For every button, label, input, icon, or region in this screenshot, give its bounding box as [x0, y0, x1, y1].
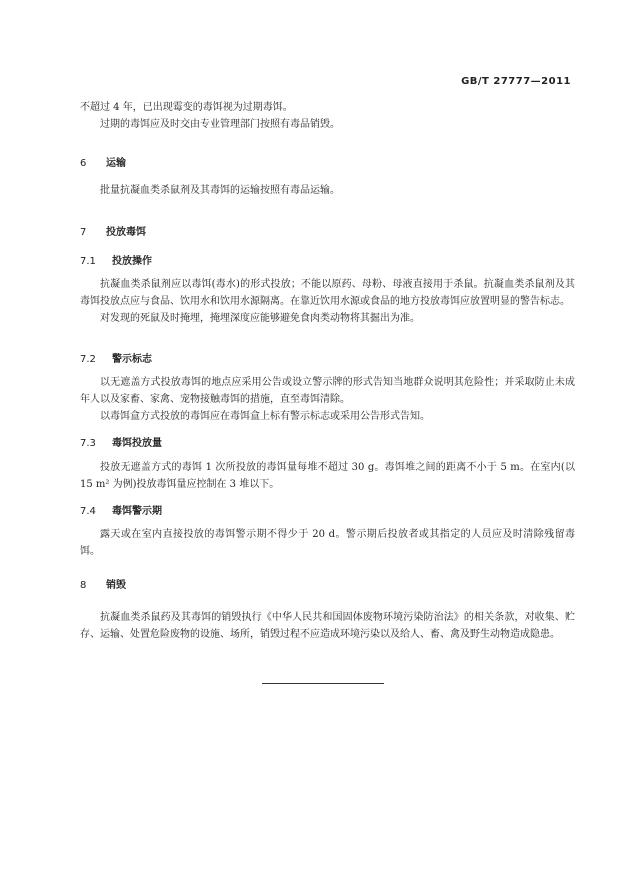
section-number: 7.2 [80, 354, 96, 365]
section-title: 运输 [106, 158, 126, 169]
section-number: 7 [80, 227, 87, 238]
paragraph: 以无遮盖方式投放毒饵的地点应采用公告或设立警示牌的形式告知当地群众说明其危险性；并采取防止未成年人以及家畜、家禽、宠物接触毒饵的措施，直至毒饵清除。 [80, 377, 575, 405]
section-number: 7.1 [80, 256, 96, 267]
paragraph: 抗凝血类杀鼠剂应以毒饵(毒水)的形式投放；不能以原药、母粉、母液直接用于杀鼠。抗凝血类杀鼠剂及其毒饵投放点应与食品、饮用水和饮用水源隔离。在靠近饮用水源或食品的地方投放毒饵应放置明显的警告标志。 [80, 279, 575, 307]
section-title: 投放毒饵 [106, 227, 146, 238]
paragraph: 露天或在室内直接投放的毒饵警示期不得少于 20 d。警示期后投放者或其指定的人员应及时清除残留毒饵。 [80, 529, 575, 557]
section-8-body [80, 609, 575, 643]
section-7-4-body [80, 526, 575, 560]
section-6-body [80, 182, 575, 199]
paragraph: 批量抗凝血类杀鼠剂及其毒饵的运输按照有毒品运输。 [100, 185, 340, 196]
section-7-4-heading [80, 502, 162, 517]
continued-text [80, 99, 575, 133]
section-title: 警示标志 [112, 354, 152, 365]
paragraph: 抗凝血类杀鼠药及其毒饵的销毁执行《中华人民共和国固体废物环境污染防治法》的相关条款，对收集、贮存、运输、处置危险废物的设施、场所，销毁过程不应造成环境污染以及给人、畜、禽及野生动物造成隐患。 [80, 612, 575, 640]
section-7-3-heading [80, 434, 162, 449]
paragraph: 不超过 4 年，已出现霉变的毒饵视为过期毒饵。 [80, 102, 293, 113]
paragraph: 以毒饵盒方式投放的毒饵应在毒饵盒上标有警示标志或采用公告形式告知。 [100, 411, 430, 422]
paragraph: 投放无遮盖方式的毒饵 1 次所投放的毒饵量每堆不超过 30 g。毒饵堆之间的距离不小于 5 m。在室内(以 15 m² 为例)投放毒饵量应控制在 3 堆以下。 [80, 462, 575, 490]
section-title: 投放操作 [112, 256, 152, 267]
paragraph: 对发现的死鼠及时掩埋，掩埋深度应能够避免食肉类动物将其掘出为准。 [100, 313, 420, 324]
section-7-3-body [80, 459, 575, 493]
standard-number: GB/T 27777—2011 [461, 76, 571, 87]
section-7-2-body [80, 374, 575, 425]
section-title: 毒饵警示期 [112, 506, 162, 517]
section-7-heading [80, 223, 146, 238]
section-number: 7.4 [80, 506, 96, 517]
paragraph: 过期的毒饵应及时交由专业管理部门按照有毒品销毁。 [100, 119, 340, 130]
section-number: 7.3 [80, 438, 96, 449]
section-6-heading [80, 154, 126, 169]
section-title: 毒饵投放量 [112, 438, 162, 449]
section-7-1-heading [80, 252, 152, 267]
section-title: 销毁 [106, 580, 126, 591]
section-number: 8 [80, 580, 87, 591]
section-7-1-body [80, 276, 575, 327]
section-7-2-heading [80, 350, 152, 365]
section-8-heading [80, 576, 126, 591]
end-of-document-rule [262, 683, 384, 684]
section-number: 6 [80, 158, 87, 169]
